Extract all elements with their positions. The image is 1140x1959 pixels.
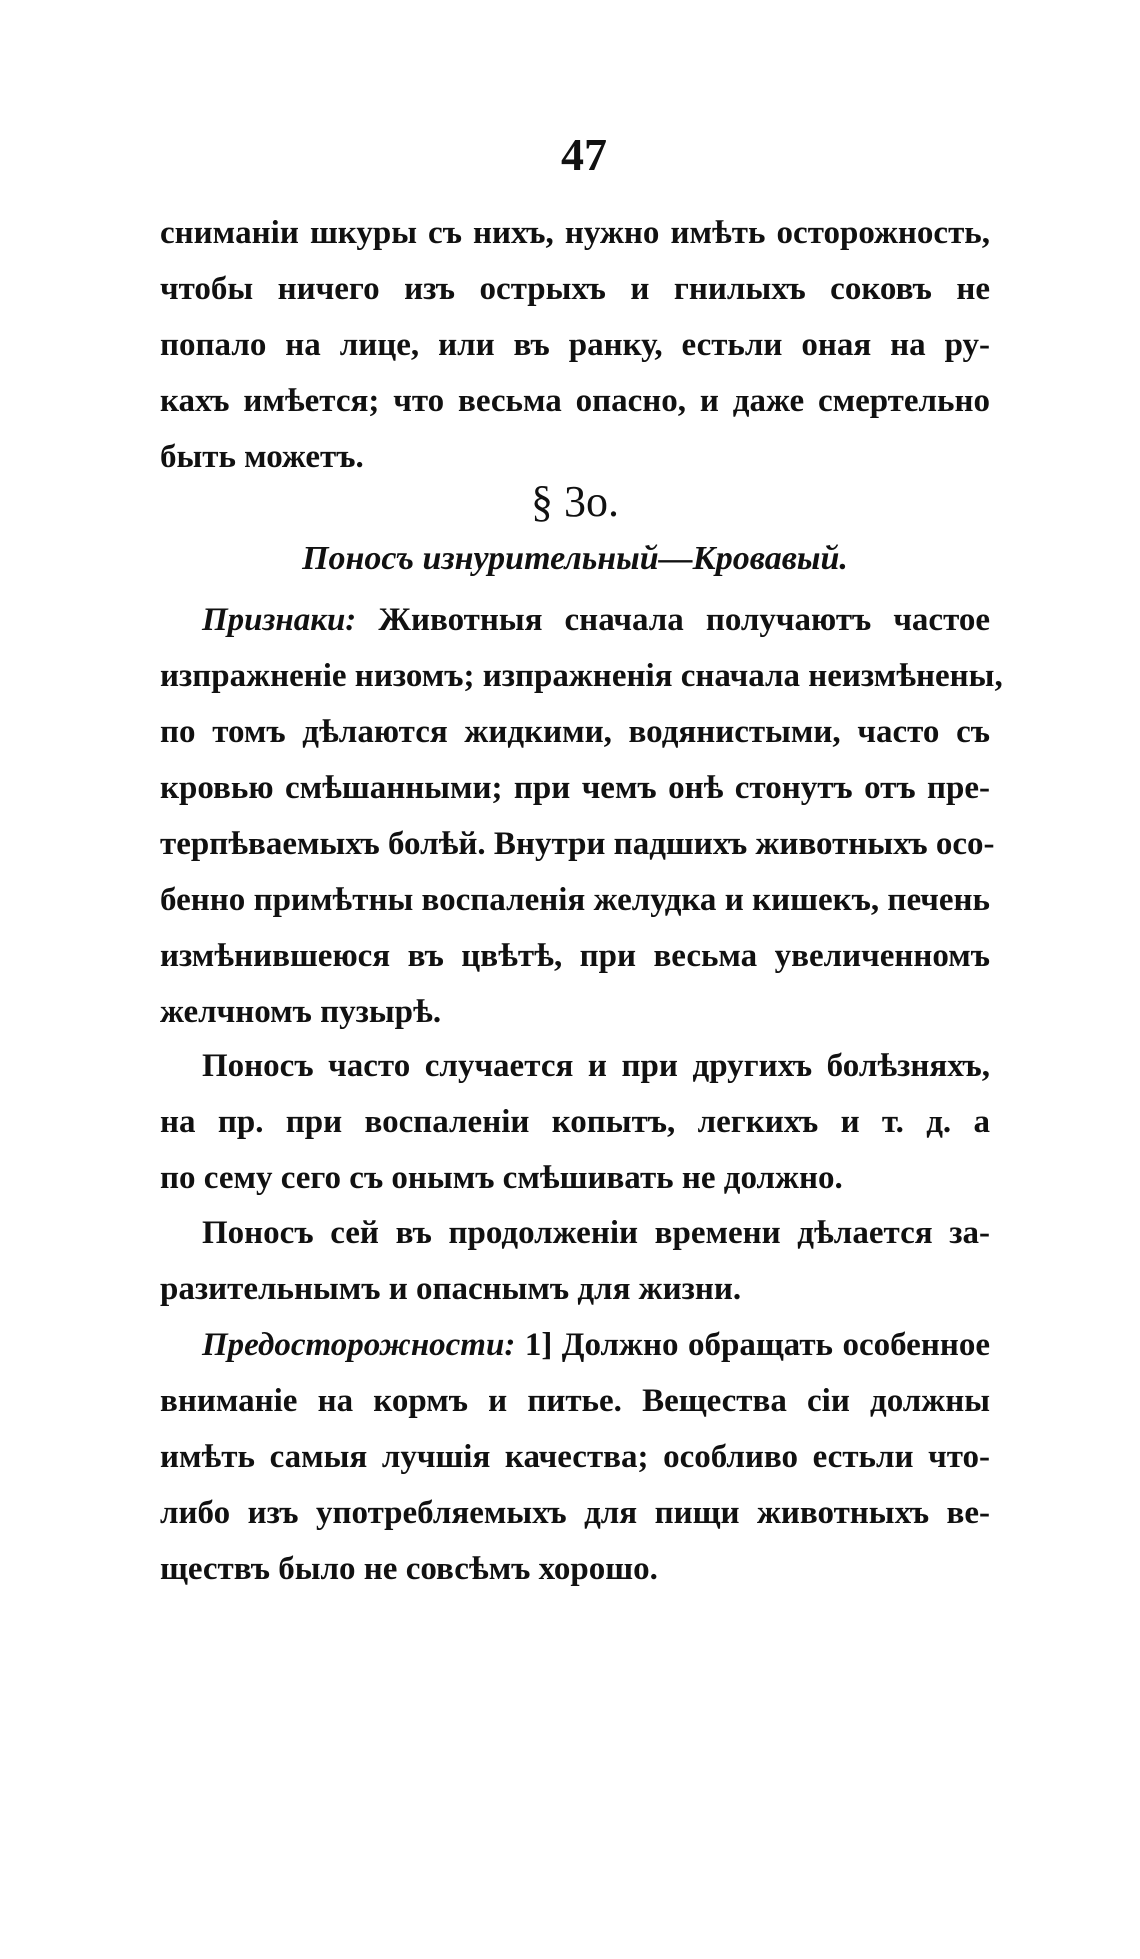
text-line: на пр. при воспаленiи копытъ, легкихъ и т. д. а	[160, 1104, 990, 1140]
precautions-label: Предосторожности:	[202, 1327, 516, 1363]
text-line: вниманiе на кормъ и питье. Вещества сiи должны	[160, 1383, 990, 1419]
signs-label: Признаки:	[202, 602, 357, 638]
text-line: чтобы ничего изъ острыхъ и гнилыхъ соковъ не	[160, 271, 990, 307]
text-line: изпражненiе низомъ; изпражненiя сначала неизмѣнены,	[160, 658, 1003, 694]
paragraph-continued	[160, 205, 990, 485]
section-number: § 3о.	[531, 477, 619, 526]
text-line: бенно примѣтны воспаленiя желудка и кишекъ, печень	[160, 882, 990, 918]
text-line: либо изъ употребляемыхъ для пищи животныхъ ве-	[160, 1495, 990, 1531]
text-line: ществъ было не совсѣмъ хорошо.	[160, 1551, 658, 1587]
text-line: Поносъ сей въ продолженiи времени дѣлается за-	[202, 1215, 990, 1251]
text-line: кровью смѣшанными; при чемъ онѣ стонутъ отъ пре-	[160, 770, 990, 806]
text-line: быть можетъ.	[160, 439, 364, 475]
text-line: желчномъ пузырѣ.	[160, 994, 442, 1030]
text-line	[160, 1317, 990, 1373]
text-line: измѣнившеюся въ цвѣтѣ, при весьма увеличенномъ	[160, 938, 990, 974]
paragraph-signs	[160, 592, 1003, 1040]
precautions-first-line: 1] Должно обращать особенное	[524, 1327, 990, 1363]
paragraph-diarrhea	[160, 1038, 990, 1206]
text-line: снимaнiи шкуры съ нихъ, нужно имѣть осторожность,	[160, 215, 990, 251]
text-line	[160, 592, 990, 648]
text-line: терпѣваемыхъ болѣй. Внутри падшихъ животныхъ осо-	[160, 826, 995, 862]
signs-first-line: Животныя сначала получаютъ частое	[378, 602, 990, 638]
text-line: имѣть самыя лучшiя качества; особливо естьли что-	[160, 1439, 990, 1475]
text-line: по томъ дѣлаются жидкими, водянистыми, часто съ	[160, 714, 990, 750]
text-line: разительнымъ и опаснымъ для жизни.	[160, 1271, 742, 1307]
text-line: попало на лице, или въ ранку, естьли оная на ру-	[160, 327, 990, 363]
paragraph-precautions	[160, 1317, 990, 1597]
text-line: Поносъ часто случается и при другихъ болѣзняхъ,	[202, 1048, 990, 1084]
text-line: кахъ имѣется; что весьма опасно, и даже смертельно	[160, 383, 990, 419]
text-line: по сему сего съ онымъ смѣшивать не должно.	[160, 1160, 843, 1196]
page-number: 47	[561, 129, 607, 180]
paragraph-contagious	[160, 1205, 990, 1317]
section-title: Поносъ изнурительный—Кровавый.	[302, 540, 848, 577]
